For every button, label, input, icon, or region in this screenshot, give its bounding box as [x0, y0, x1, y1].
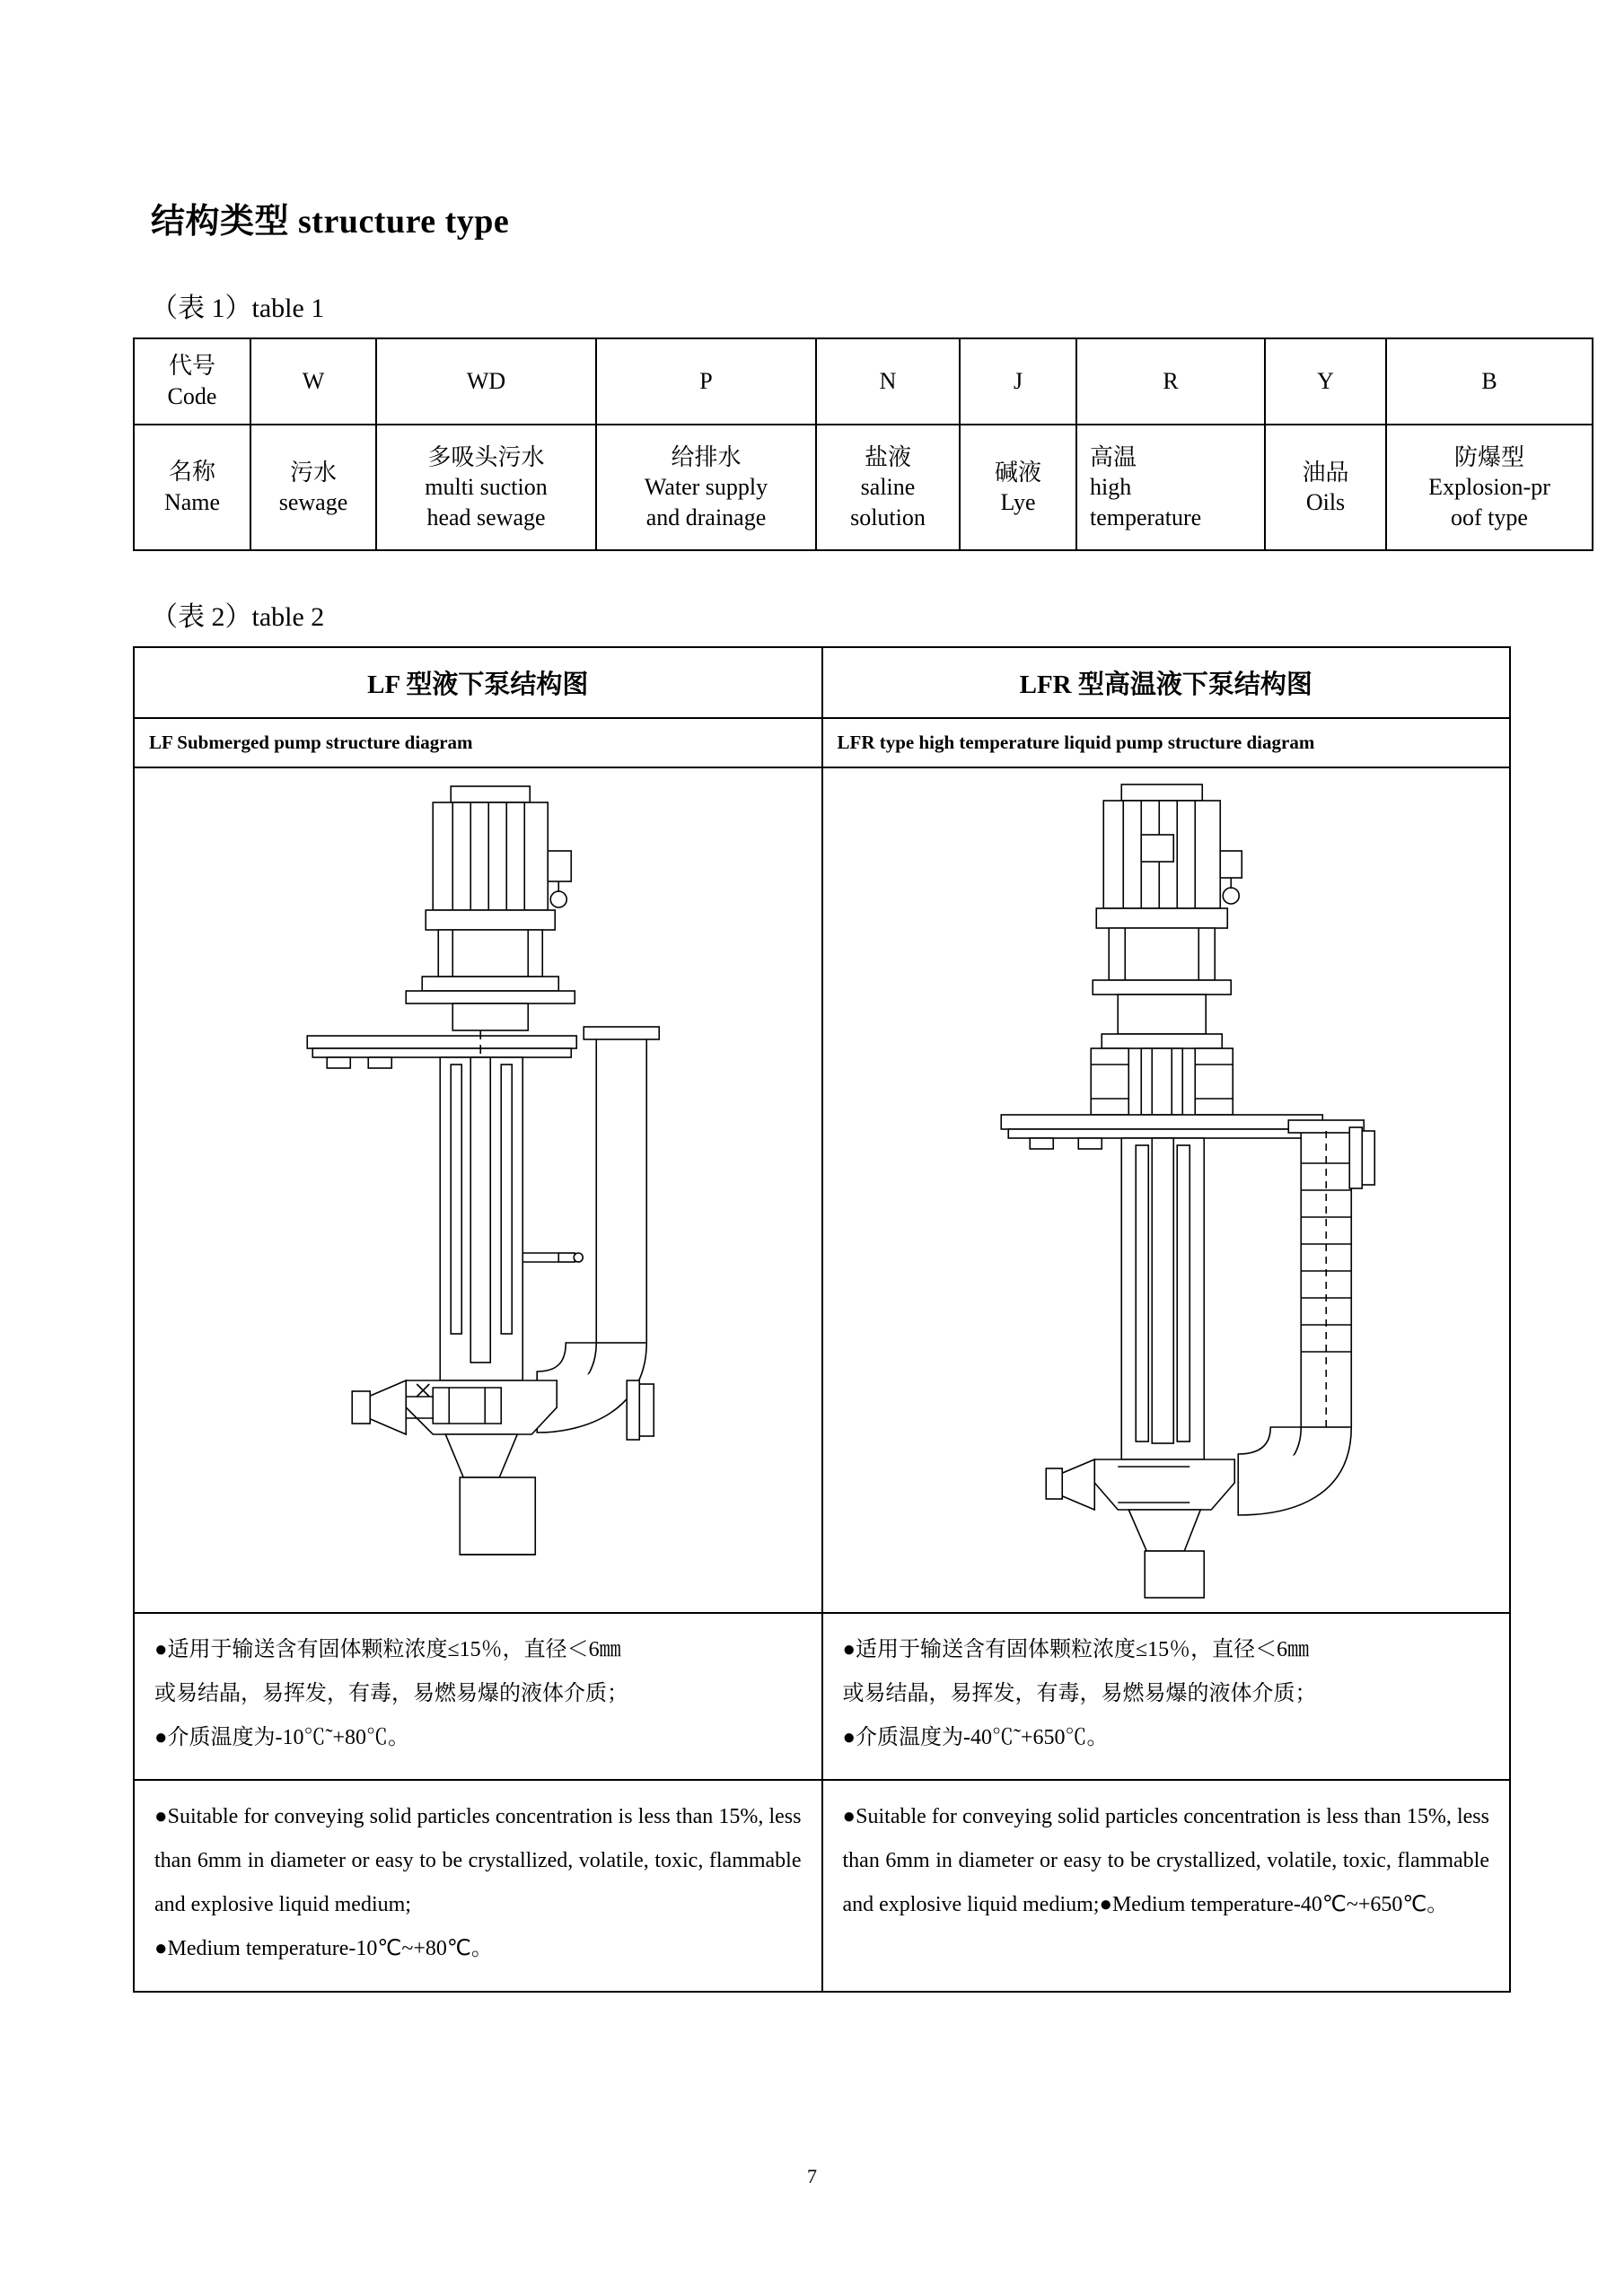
lf-note-cn-1: ●适用于输送含有固体颗粒浓度≤15％，直径＜6㎜	[154, 1638, 621, 1661]
lf-title-en: LF Submerged pump structure diagram	[134, 718, 822, 767]
page-number: 7	[807, 2165, 817, 2187]
table1-row-header-code	[134, 338, 250, 425]
code-name-table	[133, 337, 1593, 551]
table1-cell-name-7	[1386, 425, 1593, 550]
name-line: Oils	[1305, 489, 1346, 515]
table-row	[134, 425, 1593, 550]
table1-cell-code-2: P	[596, 338, 816, 425]
name-line: head sewage	[426, 504, 546, 530]
code-label-cn: 代号	[168, 353, 215, 380]
page-title: 结构类型 structure type	[151, 203, 510, 241]
table-row	[134, 647, 1510, 718]
name-line: 碱液	[994, 459, 1041, 486]
lf-submerged-pump-diagram	[135, 768, 821, 1612]
table-row	[134, 1780, 1510, 1993]
lfr-title-cn: LFR 型高温液下泵结构图	[822, 647, 1511, 718]
name-line: sewage	[278, 489, 348, 515]
name-line: temperature	[1090, 504, 1202, 530]
name-line: 油品	[1302, 459, 1349, 486]
name-line: solution	[850, 504, 926, 530]
table1-cell-name-6	[1265, 425, 1386, 550]
lf-note-cn-2: 或易结晶，易挥发，有毒，易燃易爆的液体介质；	[154, 1682, 628, 1706]
name-line: 盐液	[864, 444, 911, 471]
name-line: 污水	[289, 459, 337, 486]
table1-cell-code-1: WD	[376, 338, 596, 425]
table1-cell-code-6: Y	[1265, 338, 1386, 425]
lfr-high-temperature-pump-diagram	[823, 768, 1510, 1612]
lfr-title-en: LFR type high temperature liquid pump structure diagram	[822, 718, 1511, 767]
name-label-en: Name	[163, 489, 221, 515]
name-line: and drainage	[645, 504, 767, 530]
table1-cell-name-4	[960, 425, 1076, 550]
name-label-cn: 名称	[168, 459, 215, 486]
code-label-en: Code	[167, 383, 217, 409]
name-line: 多吸头污水	[427, 444, 545, 471]
name-line: high	[1090, 474, 1132, 501]
lf-figure-cell	[134, 767, 822, 1613]
table1-cell-code-7: B	[1386, 338, 1593, 425]
lf-title-cn: LF 型液下泵结构图	[134, 647, 822, 718]
structure-diagram-table	[133, 646, 1511, 1993]
name-line: Explosion-pr	[1428, 474, 1550, 501]
lfr-note-en-1: ●Suitable for conveying solid particles concentration is less than 15%, less than 6mm in diameter or easy to be crystallized, volatile, toxic, flammable and explosive liquid medium;●Medium temperature-40℃~+650℃。	[842, 1804, 1489, 1916]
table1-cell-name-1	[376, 425, 596, 550]
name-line: saline	[860, 474, 916, 501]
lf-note-en-1: ●Suitable for conveying solid particles concentration is less than 15%, less than 6mm in diameter or easy to be crystallized, volatile, toxic, flammable and explosive liquid medium;	[154, 1804, 802, 1916]
table1-row-header-name	[134, 425, 250, 550]
table-row	[134, 1613, 1510, 1780]
table-row	[134, 338, 1593, 425]
table1-cell-name-2	[596, 425, 816, 550]
table1-cell-code-3: N	[816, 338, 960, 425]
table1-cell-code-0: W	[250, 338, 376, 425]
table1-cell-name-0	[250, 425, 376, 550]
lf-note-en-2: ●Medium temperature-10℃~+80℃。	[154, 1937, 493, 1961]
lf-notes-cn	[134, 1613, 822, 1780]
name-line: 防爆型	[1453, 444, 1524, 471]
lfr-note-cn-3: ●介质温度为-40℃˜+650℃。	[842, 1726, 1109, 1750]
table1-cell-code-4: J	[960, 338, 1076, 425]
lfr-notes-cn	[822, 1613, 1511, 1780]
lfr-figure-cell	[822, 767, 1511, 1613]
name-line: oof type	[1451, 504, 1528, 530]
lfr-note-cn-2: 或易结晶，易挥发，有毒，易燃易爆的液体介质；	[842, 1682, 1317, 1706]
page-content	[133, 193, 1550, 1993]
table1-cell-name-3	[816, 425, 960, 550]
lf-note-cn-3: ●介质温度为-10℃˜+80℃。	[154, 1726, 410, 1750]
table-row	[134, 718, 1510, 767]
table1-caption: （表 1）table 1	[151, 294, 325, 323]
table1-cell-code-5: R	[1076, 338, 1265, 425]
name-line: 给排水	[671, 444, 742, 471]
name-line: Lye	[1000, 489, 1036, 515]
table-row	[134, 767, 1510, 1613]
name-line: Water supply	[644, 474, 768, 501]
name-line: 高温	[1090, 444, 1137, 471]
lfr-note-cn-1: ●适用于输送含有固体颗粒浓度≤15％，直径＜6㎜	[842, 1638, 1310, 1661]
table2-caption: （表 2）table 2	[151, 602, 325, 632]
lf-notes-en	[134, 1780, 822, 1993]
lfr-notes-en	[822, 1780, 1511, 1993]
name-line: multi suction	[425, 474, 548, 501]
table1-cell-name-5	[1076, 425, 1265, 550]
